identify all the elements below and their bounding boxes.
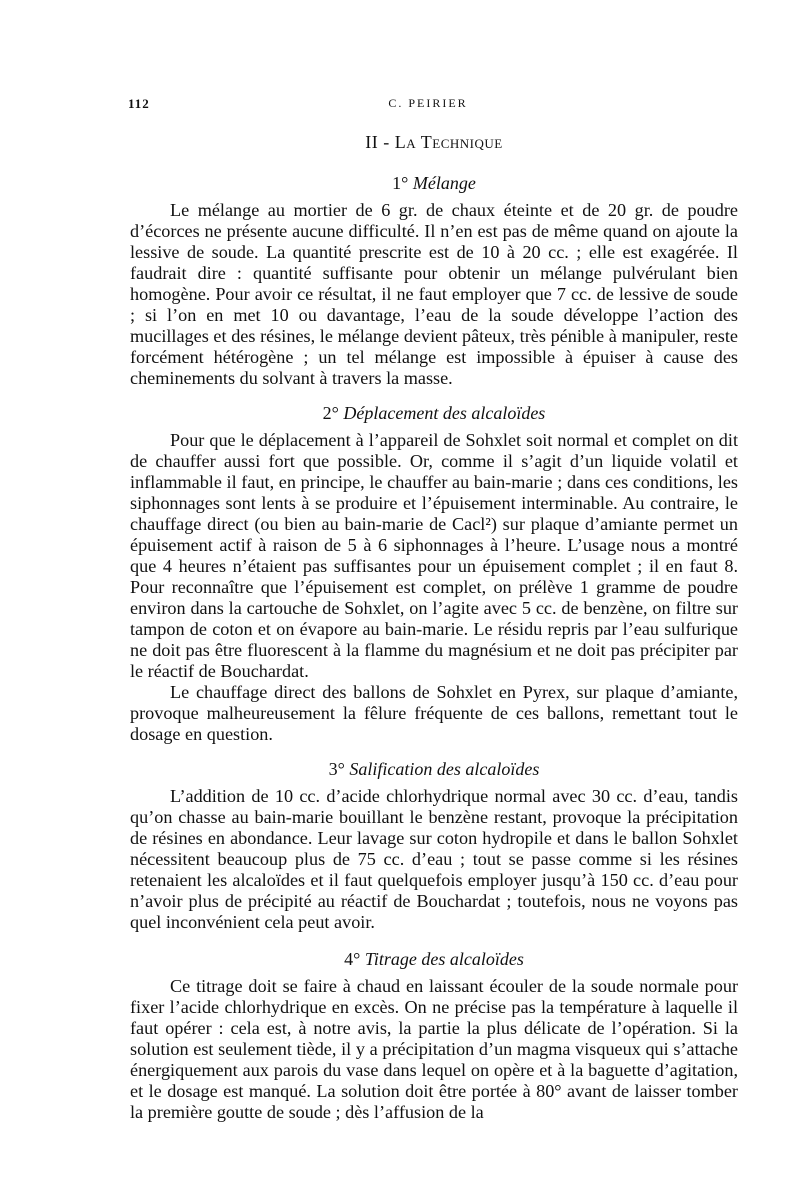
paragraph: L’addition de 10 cc. d’acide chlorhydrique normal avec 30 cc. d’eau, tandis qu’on chasse au bain-marie bouillant le benzène restant, provoque la précipitation de résines en abondance. Leur lavage sur coton hydropile et dans le ballon Sohxlet nécessitent beaucoup plus de 75 cc. d’eau ; tout se passe comme si les résines retenaient les alcaloïdes et il faut quelquefois employer jusqu’à 150 cc. d’eau pour n’avoir plus de précipité au réactif de Bouchardat ; toutefois, nous ne voyons pas quel inconvénient cela peut avoir. xyxy=(130,786,738,932)
page-number: 112 xyxy=(128,96,150,111)
section-number: 2° xyxy=(322,403,339,423)
paragraph: Le chauffage direct des ballons de Sohxlet en Pyrex, sur plaque d’amiante, provoque malheureusement la fêlure fréquente de ces ballons, remettant tout le dosage en question. xyxy=(130,682,738,744)
section-heading-titrage xyxy=(130,949,738,970)
section-number: 3° xyxy=(328,759,345,779)
part-heading xyxy=(130,132,738,153)
section-title: Salification des alcaloïdes xyxy=(349,759,540,779)
part-prefix: II - xyxy=(365,132,395,152)
section-title: Mélange xyxy=(412,173,476,193)
section-title: Déplacement des alcaloïdes xyxy=(343,403,546,423)
paragraph: Le mélange au mortier de 6 gr. de chaux éteinte et de 20 gr. de poudre d’écorces ne présente aucune difficulté. Il n’en est pas de même quand on ajoute la lessive de soude. La quantité prescrite est de 10 à 20 cc. ; elle est exagérée. Il faudrait dire : quantité suffisante pour obtenir un mélange pulvérulant bien homogène. Pour avoir ce résultat, il ne faut employer que 7 cc. de lessive de soude ; si l’on en met 10 ou davantage, l’eau de la soude développe l’action des mucillages et des résines, le mélange devient pâteux, très pénible à manipuler, reste forcément hétérogène ; un tel mélange est impossible à épuiser à cause des cheminements du solvant à travers la masse. xyxy=(130,200,738,388)
section-number: 1° xyxy=(392,173,409,193)
paragraph: Pour que le déplacement à l’appareil de Sohxlet soit normal et complet on dit de chauffer aussi fort que possible. Or, comme il s’agit d’un liquide volatil et inflammable il faut, en principe, le chauffer au bain-marie ; dans ces conditions, les siphonnages sont lents à se produire et l’épuisement interminable. Au contraire, le chauffage direct (ou bien au bain-marie de Cacl²) sur plaque d’amiante permet un épuisement actif à raison de 5 à 6 siphonnages à l’heure. L’usage nous a montré que 4 heures n’étaient pas suffisantes pour un épuisement complet ; il en faut 8. Pour reconnaître que l’épuisement est complet, on prélève 1 gramme de poudre environ dans la cartouche de Sohxlet, on l’agite avec 5 cc. de benzène, on filtre sur tampon de coton et on évapore au bain-marie. Le résidu repris par l’eau sulfurique ne doit pas être fluorescent à la flamme du magnésium et ne doit pas précipiter par le réactif de Bouchardat. xyxy=(130,430,738,681)
section-heading-melange xyxy=(130,173,738,194)
paragraph: Ce titrage doit se faire à chaud en laissant écouler de la soude normale pour fixer l’acide chlorhydrique en excès. On ne précise pas la température à laquelle il faut opérer : cela est, à notre avis, la partie la plus délicate de l’opération. Si la solution est seulement tiède, il y a précipitation d’un magma visqueux qui s’attache énergiquement aux parois du vase dans lequel on opère et à la baguette d’agitation, et le dosage est manqué. La solution doit être portée à 80° avant de laisser tomber la première goutte de soude ; dès l’affusion de la xyxy=(130,976,738,1122)
section-number: 4° xyxy=(344,949,361,969)
running-author: C. PEIRIER xyxy=(388,96,468,110)
section-heading-deplacement xyxy=(130,403,738,424)
section-heading-salification xyxy=(130,759,738,780)
part-title: La Technique xyxy=(394,132,503,152)
section-title: Titrage des alcaloïdes xyxy=(364,949,524,969)
body-text xyxy=(130,132,738,1123)
